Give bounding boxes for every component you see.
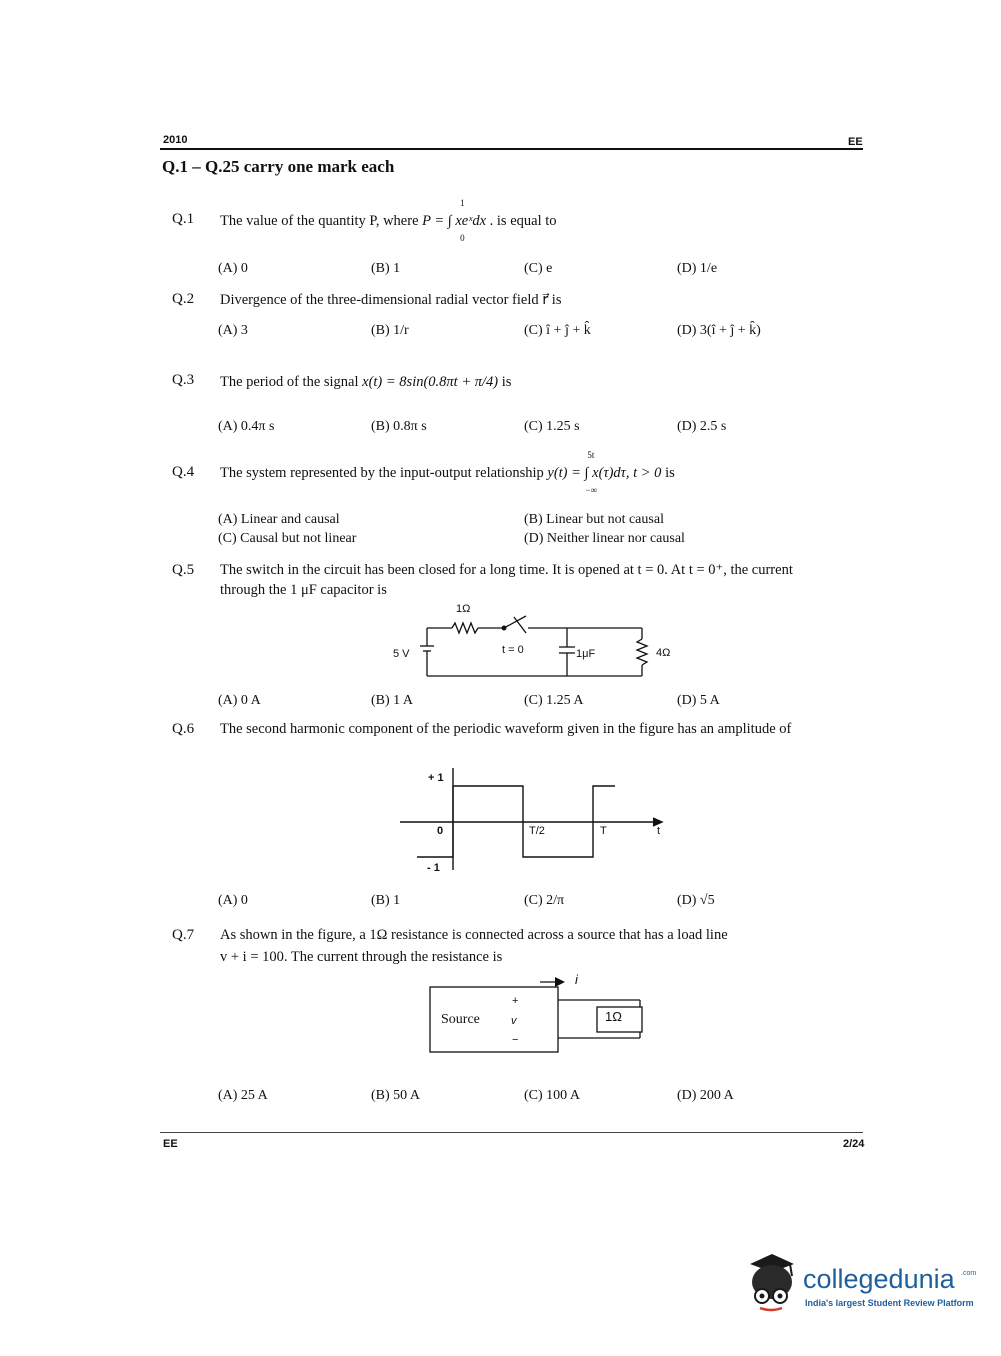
q1-option-b: (B) 1 — [371, 261, 401, 276]
q7-option-c: (C) 100 A — [524, 1088, 580, 1103]
q7-number: Q.7 — [172, 927, 195, 943]
section-title: Q.1 – Q.25 carry one mark each — [162, 157, 395, 176]
q6-option-a: (A) 0 — [218, 893, 248, 908]
q4-math-expr: y(t) = ∫ x(τ)dτ, t > 0 — [547, 465, 662, 481]
q2-text: Divergence of the three-dimensional radial vector field r⃗ is — [220, 292, 562, 308]
q7-resistor-label: 1Ω — [605, 1009, 622, 1024]
q5-option-d: (D) 5 A — [677, 693, 720, 708]
q2-option-d: (D) 3(î + ĵ + k̂) — [677, 323, 761, 338]
q1-text-post: . is equal to — [489, 213, 557, 229]
header-paper-code: EE — [848, 136, 863, 148]
q5-number: Q.5 — [172, 562, 195, 578]
q3-math: x(t) = 8sin(0.8πt + π/4) — [362, 374, 499, 390]
q5-resistor-label: 1Ω — [456, 603, 471, 615]
q1-math — [422, 198, 487, 243]
q1-option-d: (D) 1/e — [677, 261, 718, 276]
q2-option-a: (A) 3 — [218, 323, 248, 338]
q4-text — [220, 450, 675, 495]
q3-text — [220, 374, 511, 391]
q7-plus-label: + — [512, 995, 519, 1007]
q5-circuit-diagram — [380, 600, 680, 684]
q6-half-period-label: T/2 — [529, 825, 545, 837]
collegedunia-mascot-icon — [740, 1250, 802, 1312]
q1-option-c: (C) e — [524, 261, 553, 276]
q5-switch-label: t = 0 — [502, 644, 524, 656]
q7-v-label: v — [511, 1015, 517, 1027]
q2-option-c: (C) î + ĵ + k̂ — [524, 323, 591, 338]
q3-option-a: (A) 0.4π s — [218, 419, 275, 434]
q4-option-a: (A) Linear and causal — [218, 512, 340, 527]
q6-option-c: (C) 2/π — [524, 893, 565, 908]
q2-number: Q.2 — [172, 291, 195, 307]
q5-text-line1: The switch in the circuit has been closed for a long time. It is opened at t = 0. At t = 0⁺, the current — [220, 562, 793, 578]
q5-option-c: (C) 1.25 A — [524, 693, 584, 708]
q1-number: Q.1 — [172, 211, 195, 227]
q7-text-line2: v + i = 100. The current through the resistance is — [220, 949, 503, 965]
q6-text: The second harmonic component of the periodic waveform given in the figure has an amplitude of — [220, 721, 792, 737]
q2-option-b: (B) 1/r — [371, 323, 409, 338]
q7-current-label: i — [575, 972, 578, 987]
q3-number: Q.3 — [172, 372, 195, 388]
q6-option-b: (B) 1 — [371, 893, 401, 908]
q4-upper-limit: 5t — [587, 450, 595, 460]
q5-option-b: (B) 1 A — [371, 693, 413, 708]
brand-tagline: India's largest Student Review Platform — [805, 1298, 974, 1308]
brand-com: .com — [961, 1270, 977, 1277]
q7-option-d: (D) 200 A — [677, 1088, 734, 1103]
q4-text-pre: The system represented by the input-output relationship — [220, 465, 544, 481]
q6-option-d: (D) √5 — [677, 893, 715, 908]
q4-option-c: (C) Causal but not linear — [218, 531, 357, 546]
q3-option-b: (B) 0.8π s — [371, 419, 427, 434]
q7-option-b: (B) 50 A — [371, 1088, 420, 1103]
q1-option-a: (A) 0 — [218, 261, 248, 276]
q5-option-a: (A) 0 A — [218, 693, 261, 708]
q5-capacitor-label: 1μF — [576, 648, 596, 660]
q4-lower-limit: −∞ — [585, 485, 597, 495]
footer-page-number: 2/24 — [843, 1138, 865, 1150]
q4-option-b: (B) Linear but not causal — [524, 512, 664, 527]
brand-name: collegedunia — [803, 1264, 955, 1294]
q6-period-label: T — [600, 825, 607, 837]
q4-option-d: (D) Neither linear nor causal — [524, 531, 685, 546]
q6-origin-label: 0 — [437, 825, 444, 837]
q3-text-post: is — [501, 374, 512, 390]
q5-text-line2: through the 1 μF capacitor is — [220, 582, 387, 598]
q7-option-a: (A) 25 A — [218, 1088, 268, 1103]
q4-math — [547, 450, 662, 495]
q6-minus-one-label: - 1 — [427, 862, 440, 874]
q4-number: Q.4 — [172, 464, 195, 480]
q7-text-line1: As shown in the figure, a 1Ω resistance is connected across a source that has a load line — [220, 927, 728, 943]
q6-number: Q.6 — [172, 721, 195, 737]
header-rule — [160, 148, 863, 150]
q7-minus-label: − — [512, 1034, 519, 1046]
q1-text — [220, 198, 557, 243]
q3-option-c: (C) 1.25 s — [524, 419, 580, 434]
q4-text-post: is — [665, 465, 675, 481]
q1-upper-limit: 1 — [460, 198, 465, 208]
q1-math-expr: P = ∫ xeˣdx — [422, 213, 487, 229]
q3-option-d: (D) 2.5 s — [677, 419, 727, 434]
footer-paper-code: EE — [163, 1138, 178, 1150]
q5-source-label: 5 V — [393, 648, 410, 660]
q5-load-label: 4Ω — [656, 647, 671, 659]
q1-text-pre: The value of the quantity P, where — [220, 213, 419, 229]
q6-time-label: t — [657, 825, 661, 837]
footer-rule — [160, 1132, 863, 1133]
q7-source-label: Source — [441, 1012, 480, 1027]
q3-text-pre: The period of the signal — [220, 374, 359, 390]
header-year: 2010 — [163, 134, 188, 146]
q1-lower-limit: 0 — [460, 233, 465, 243]
q6-plus-one-label: + 1 — [428, 772, 444, 784]
